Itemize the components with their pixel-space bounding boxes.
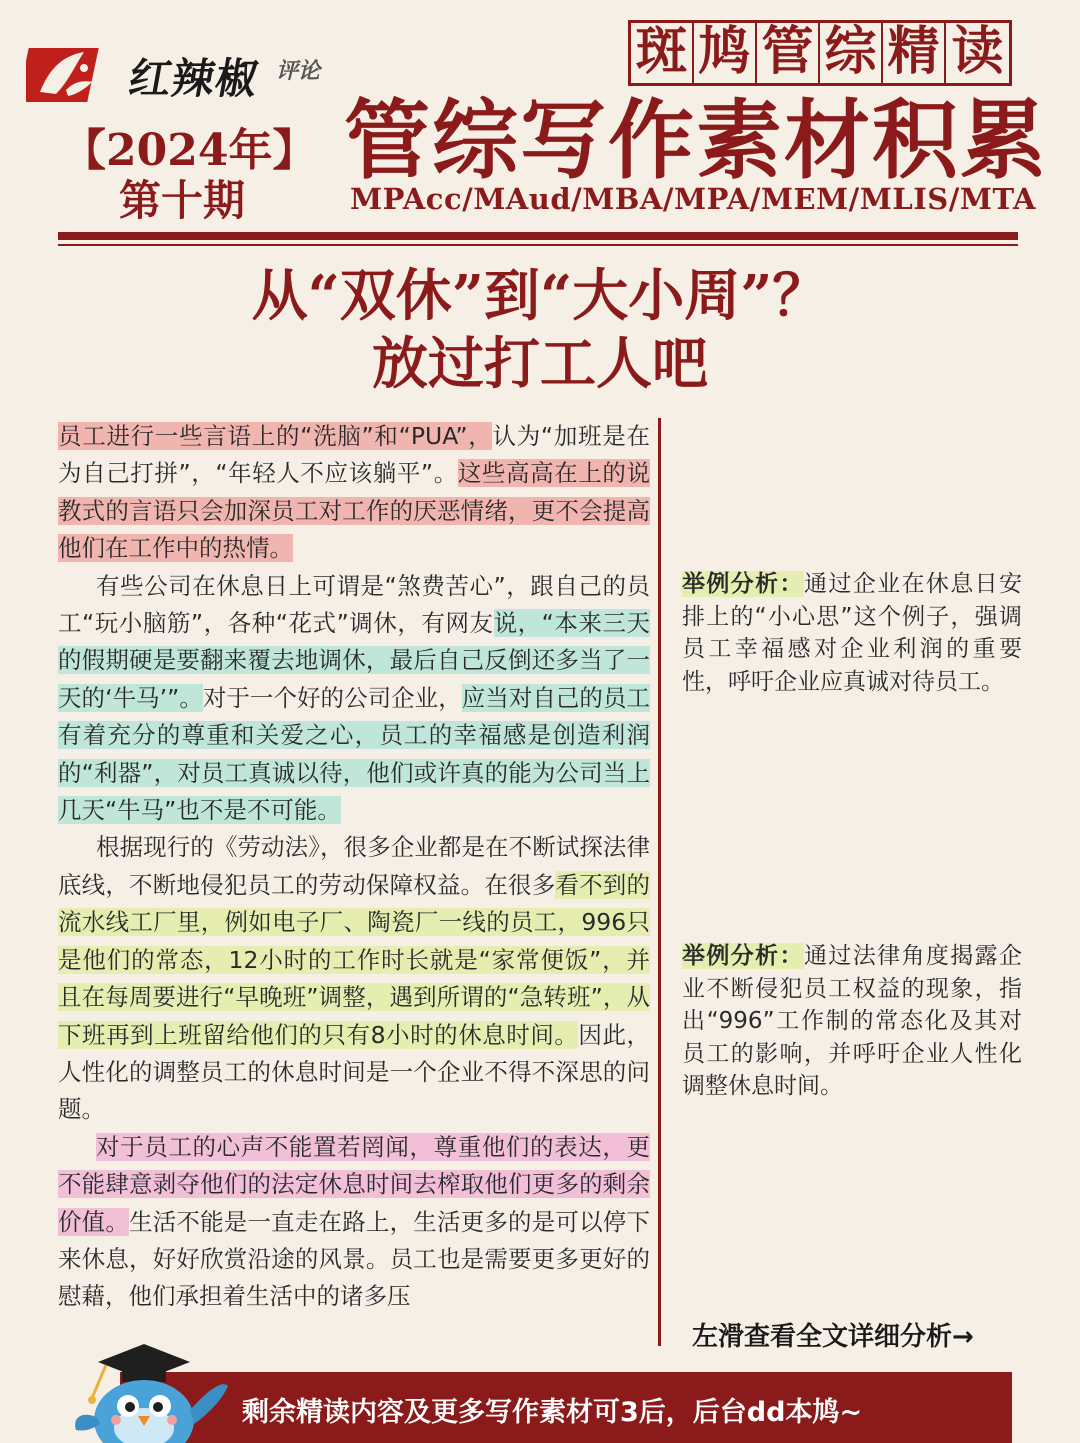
brand-char: 管 [757,23,820,83]
paragraph [58,418,650,568]
swipe-hint[interactable]: 左滑查看全文详细分析→ [692,1322,974,1352]
mascot-bird-icon [58,1340,238,1443]
analysis-note [682,940,1022,1103]
issue-info [62,125,317,226]
brand-char: 斑 [631,23,694,83]
paragraph [58,829,650,1128]
issue-number: 第十期 [118,176,245,225]
brand-logo [26,40,326,104]
article-body [58,418,650,1316]
chili-logo-icon [26,42,104,104]
brand-char: 鸠 [694,23,757,83]
note-label: 举例分析： [682,943,804,969]
footer-banner [120,1372,1012,1443]
paragraph [58,568,650,830]
program-list: MPAcc/MAud/MBA/MPA/MEM/MLIS/MTA [350,182,1036,216]
highlight-text: 员工进行一些言语上的“洗脑”和“PUA”， [58,422,493,450]
main-title: 管综写作素材积累 [344,90,1048,191]
highlight-text: 说，“本来三天的假期硬是要翻来覆去地调休，最后自己反倒还多当了一天的‘牛马’”。 [58,609,650,712]
paragraph [58,1129,650,1316]
body-text: 有些公司在休息日上可谓是“煞费苦心”，跟自己的员工“玩小脑筋”，各种“花式”调休，有网友 [58,571,650,638]
header-divider-thin [58,244,1018,246]
footer-text: 剩余精读内容及更多写作素材可3后，后台dd本鸠~ [242,1397,863,1428]
highlight-text: 看不到的流水线工厂里，例如电子厂、陶瓷厂一线的员工，996只是他们的常态，12小时的工作时长就是“家常便饭”，并且在每周要进行“早晚班”调整，遇到所谓的“急转班”，从下班再到上班留给他们的只有8小时的休息时间。 [58,870,650,1049]
body-text: 生活不能是一直走在路上，生活更多的是可以停下来休息，好好欣赏沿途的风景。员工也是需要更多更好的慰藉，他们承担着生活中的诸多压 [58,1207,650,1311]
highlight-text: 应当对自己的员工有着充分的尊重和关爱之心，员工的幸福感是创造利润的“利器”，对员工真诚以待，他们或许真的能为公司当上几天“牛马”也不是不可能。 [58,683,650,825]
article-title-line: 放过打工人吧 [372,331,708,397]
brand-title-box [628,20,1012,86]
body-text: 对于一个好的公司企业， [202,683,462,712]
note-text: 通过企业在休息日安排上的“小心思”这个例子，强调员工幸福感对企业利润的重要性，呼吁企业应真诚对待员工。 [682,571,1023,695]
note-label: 举例分析： [682,571,804,597]
highlight-text: 这些高高在上的说教式的言语只会加深员工对工作的厌恶情绪，更不会提高他们在工作中的热情。 [58,459,651,563]
article-title-line: 从“双休”到“大小周”？ [251,263,829,329]
brand-char: 综 [820,23,883,83]
brand-char: 精 [883,23,946,83]
logo-name: 红辣椒 [125,54,263,103]
header-divider [58,232,1018,240]
logo-subtitle: 评论 [276,59,321,84]
column-divider [658,418,661,1346]
highlight-text: 对于员工的心声不能置若罔闻，尊重他们的表达，更不能肆意剥夺他们的法定休息时间去榨取他们更多的剩余价值。 [58,1132,650,1236]
body-text: 根据现行的《劳动法》，很多企业都是在不断试探法律底线，不断地侵犯员工的劳动保障权益。在很多 [58,833,650,899]
body-text: 因此，人性化的调整员工的休息时间是一个企业不得不深思的问题。 [58,1020,651,1124]
note-text: 通过法律角度揭露企业不断侵犯员工权益的现象，指出“996”工作制的常态化及其对员工的影响，并呼吁企业人性化调整休息时间。 [682,943,1023,1099]
body-text: 认为“加班是在为自己打拼”，“年轻人不应该躺平”。 [58,422,650,488]
article-title [0,262,1080,398]
analysis-note [682,568,1022,698]
brand-char: 读 [951,21,1004,82]
issue-year: 【2024年】 [62,125,317,176]
